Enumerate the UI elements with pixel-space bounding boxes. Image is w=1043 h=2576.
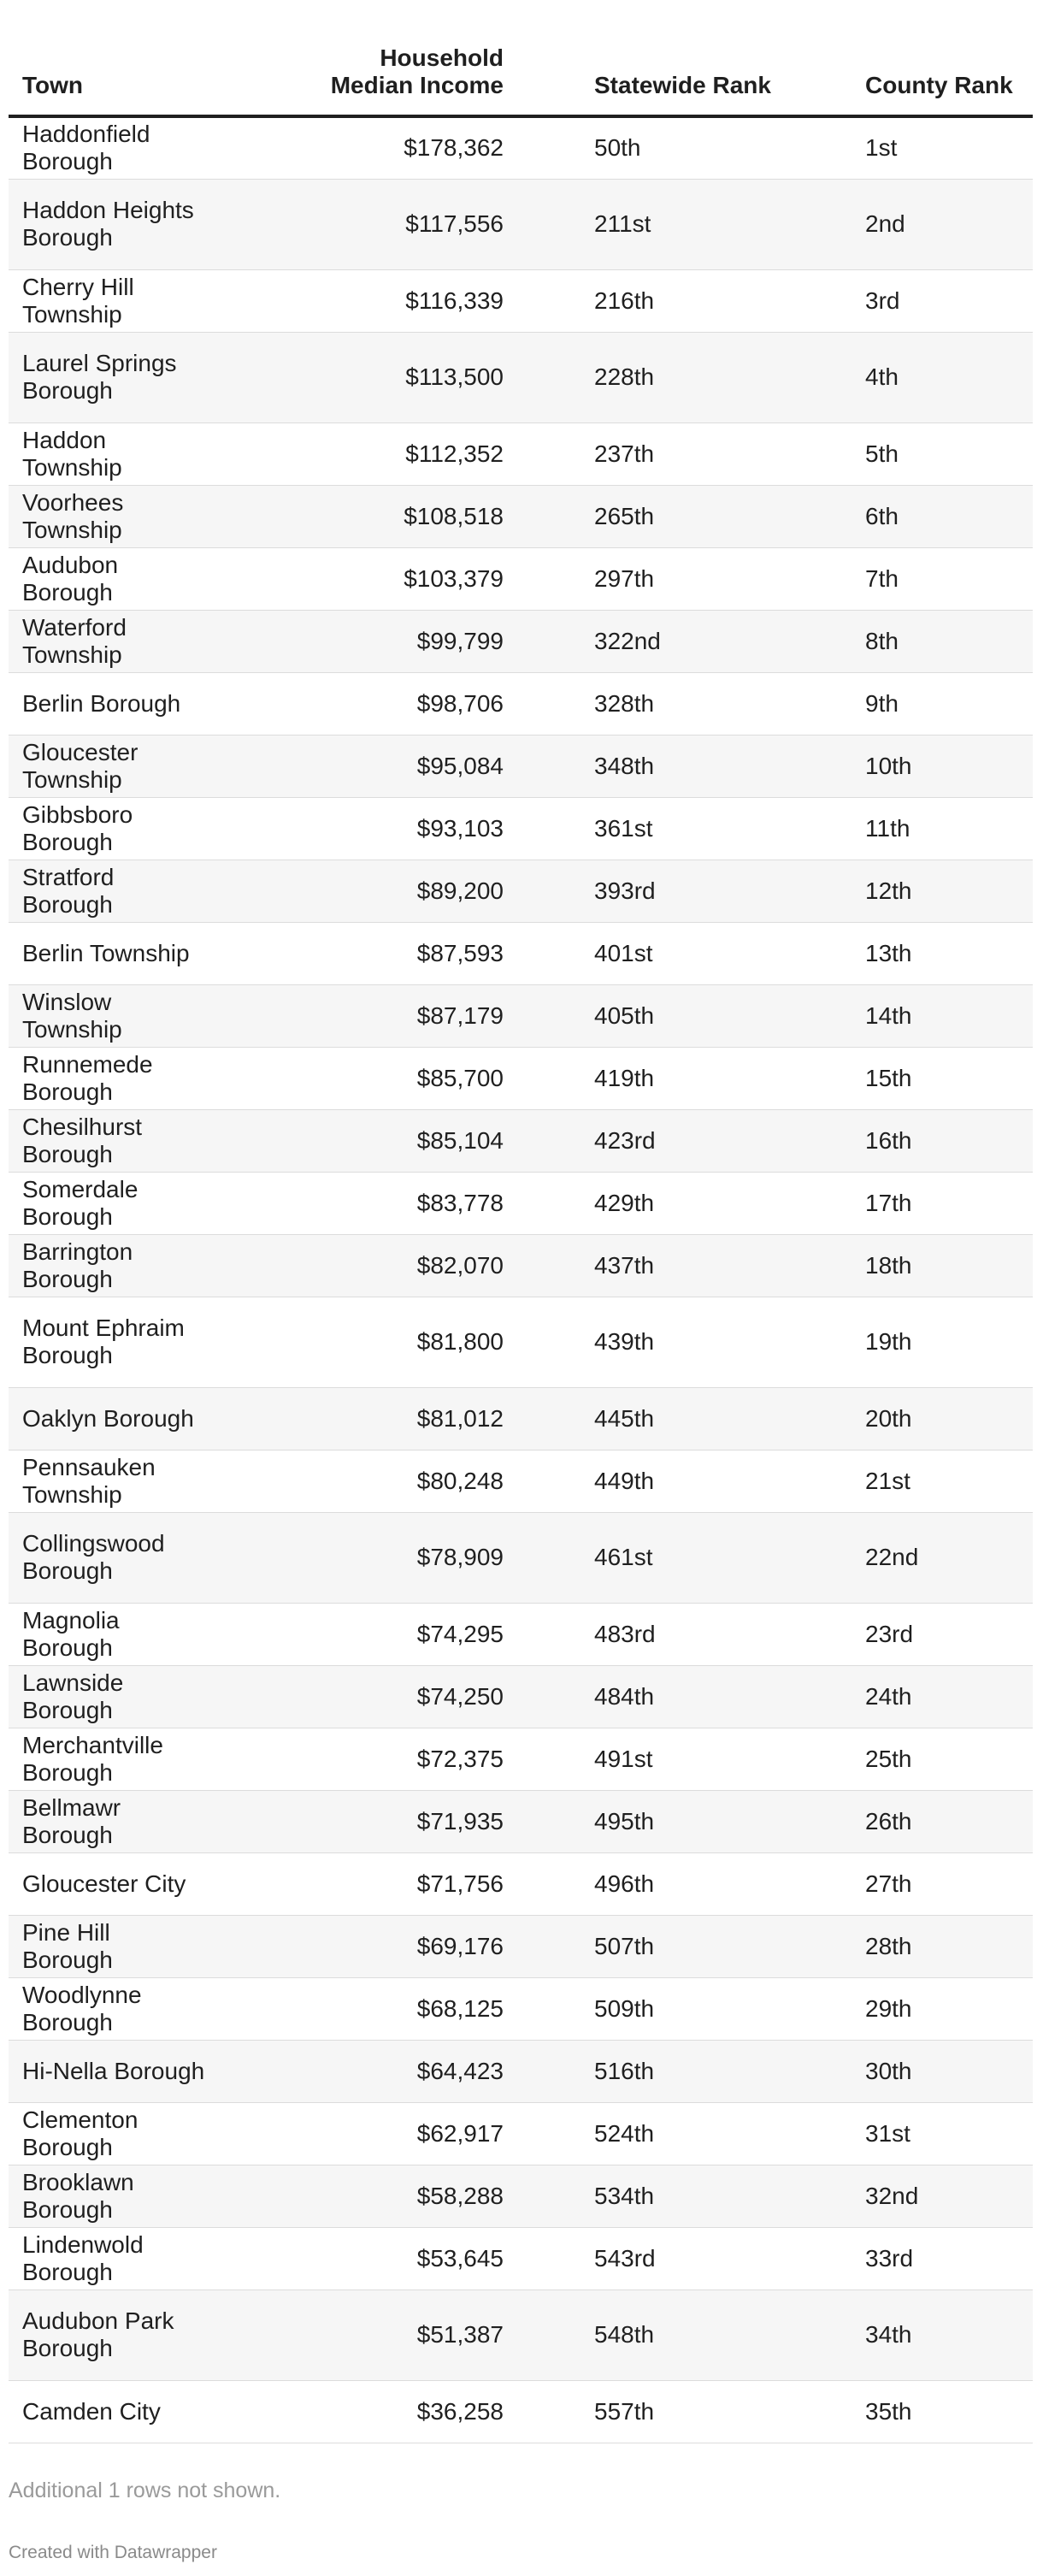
cell-county-rank: 22nd [812, 1512, 1033, 1603]
cell-statewide-rank: 429th [551, 1172, 812, 1234]
table-row [9, 1387, 1033, 1450]
cell-county-rank: 30th [812, 2040, 1033, 2102]
cell-town: Pennsauken Township [9, 1450, 256, 1512]
cell-statewide-rank: 543rd [551, 2227, 812, 2289]
cell-county-rank: 26th [812, 1790, 1033, 1852]
cell-statewide-rank: 50th [551, 116, 812, 179]
cell-county-rank: 3rd [812, 269, 1033, 332]
cell-town: Chesilhurst Borough [9, 1109, 256, 1172]
cell-statewide-rank: 461st [551, 1512, 812, 1603]
cell-statewide-rank: 328th [551, 672, 812, 735]
cell-income: $112,352 [256, 422, 551, 485]
cell-income: $116,339 [256, 269, 551, 332]
cell-statewide-rank: 509th [551, 1977, 812, 2040]
header-income[interactable]: Household Median Income [256, 0, 551, 116]
table-row [9, 547, 1033, 610]
cell-statewide-rank: 507th [551, 1915, 812, 1977]
cell-county-rank: 2nd [812, 179, 1033, 269]
cell-statewide-rank: 484th [551, 1665, 812, 1728]
table-row [9, 1603, 1033, 1665]
cell-income: $85,104 [256, 1109, 551, 1172]
cell-income: $78,909 [256, 1512, 551, 1603]
table-container [9, 0, 1033, 2443]
cell-county-rank: 9th [812, 672, 1033, 735]
cell-income: $103,379 [256, 547, 551, 610]
cell-income: $87,179 [256, 984, 551, 1047]
cell-county-rank: 28th [812, 1915, 1033, 1977]
cell-county-rank: 32nd [812, 2165, 1033, 2227]
cell-income: $62,917 [256, 2102, 551, 2165]
cell-income: $58,288 [256, 2165, 551, 2227]
cell-county-rank: 21st [812, 1450, 1033, 1512]
cell-town: Woodlynne Borough [9, 1977, 256, 2040]
cell-town: Hi-Nella Borough [9, 2040, 256, 2102]
cell-county-rank: 7th [812, 547, 1033, 610]
table-row [9, 179, 1033, 269]
cell-statewide-rank: 419th [551, 1047, 812, 1109]
cell-income: $113,500 [256, 332, 551, 422]
cell-income: $74,295 [256, 1603, 551, 1665]
cell-county-rank: 5th [812, 422, 1033, 485]
cell-statewide-rank: 548th [551, 2289, 812, 2380]
cell-income: $83,778 [256, 1172, 551, 1234]
cell-statewide-rank: 491st [551, 1728, 812, 1790]
cell-county-rank: 15th [812, 1047, 1033, 1109]
cell-statewide-rank: 237th [551, 422, 812, 485]
cell-income: $69,176 [256, 1915, 551, 1977]
table-row [9, 922, 1033, 984]
cell-town: Stratford Borough [9, 860, 256, 922]
cell-statewide-rank: 483rd [551, 1603, 812, 1665]
cell-income: $95,084 [256, 735, 551, 797]
cell-income: $71,756 [256, 1852, 551, 1915]
cell-county-rank: 11th [812, 797, 1033, 860]
cell-county-rank: 13th [812, 922, 1033, 984]
cell-town: Merchantville Borough [9, 1728, 256, 1790]
header-town[interactable]: Town [9, 0, 256, 116]
cell-town: Voorhees Township [9, 485, 256, 547]
cell-income: $178,362 [256, 116, 551, 179]
cell-town: Lawnside Borough [9, 1665, 256, 1728]
cell-statewide-rank: 228th [551, 332, 812, 422]
cell-income: $68,125 [256, 1977, 551, 2040]
cell-statewide-rank: 496th [551, 1852, 812, 1915]
cell-income: $93,103 [256, 797, 551, 860]
cell-income: $53,645 [256, 2227, 551, 2289]
table-row [9, 1790, 1033, 1852]
cell-town: Audubon Borough [9, 547, 256, 610]
income-table [9, 0, 1033, 2443]
cell-statewide-rank: 439th [551, 1297, 812, 1387]
table-row [9, 2289, 1033, 2380]
cell-statewide-rank: 534th [551, 2165, 812, 2227]
cell-statewide-rank: 297th [551, 547, 812, 610]
cell-income: $82,070 [256, 1234, 551, 1297]
cell-county-rank: 31st [812, 2102, 1033, 2165]
header-statewide-rank[interactable]: Statewide Rank [551, 0, 812, 116]
cell-town: Haddon Township [9, 422, 256, 485]
cell-county-rank: 10th [812, 735, 1033, 797]
table-row [9, 1047, 1033, 1109]
cell-town: Camden City [9, 2380, 256, 2443]
cell-town: Audubon Park Borough [9, 2289, 256, 2380]
cell-town: Haddonfield Borough [9, 116, 256, 179]
cell-income: $81,800 [256, 1297, 551, 1387]
table-notes: Additional 1 rows not shown. [9, 2479, 281, 2502]
cell-income: $98,706 [256, 672, 551, 735]
table-row [9, 1234, 1033, 1297]
table-row [9, 984, 1033, 1047]
cell-town: Berlin Township [9, 922, 256, 984]
table-row [9, 1977, 1033, 2040]
table-row [9, 1450, 1033, 1512]
cell-income: $51,387 [256, 2289, 551, 2380]
table-row [9, 332, 1033, 422]
cell-county-rank: 29th [812, 1977, 1033, 2040]
cell-income: $117,556 [256, 179, 551, 269]
cell-county-rank: 34th [812, 2289, 1033, 2380]
cell-town: Magnolia Borough [9, 1603, 256, 1665]
cell-income: $74,250 [256, 1665, 551, 1728]
cell-county-rank: 16th [812, 1109, 1033, 1172]
cell-town: Berlin Borough [9, 672, 256, 735]
cell-county-rank: 17th [812, 1172, 1033, 1234]
cell-town: Oaklyn Borough [9, 1387, 256, 1450]
cell-statewide-rank: 495th [551, 1790, 812, 1852]
table-row [9, 269, 1033, 332]
cell-county-rank: 25th [812, 1728, 1033, 1790]
cell-statewide-rank: 405th [551, 984, 812, 1047]
table-row [9, 1915, 1033, 1977]
cell-income: $36,258 [256, 2380, 551, 2443]
cell-statewide-rank: 445th [551, 1387, 812, 1450]
credit-link[interactable]: Created with Datawrapper [9, 2543, 217, 2562]
cell-town: Winslow Township [9, 984, 256, 1047]
table-row [9, 610, 1033, 672]
cell-statewide-rank: 401st [551, 922, 812, 984]
cell-statewide-rank: 265th [551, 485, 812, 547]
cell-town: Lindenwold Borough [9, 2227, 256, 2289]
table-row [9, 2040, 1033, 2102]
cell-statewide-rank: 322nd [551, 610, 812, 672]
cell-income: $81,012 [256, 1387, 551, 1450]
cell-income: $80,248 [256, 1450, 551, 1512]
cell-income: $85,700 [256, 1047, 551, 1109]
cell-town: Cherry Hill Township [9, 269, 256, 332]
cell-income: $89,200 [256, 860, 551, 922]
cell-statewide-rank: 423rd [551, 1109, 812, 1172]
cell-town: Collingswood Borough [9, 1512, 256, 1603]
cell-town: Haddon Heights Borough [9, 179, 256, 269]
table-row [9, 116, 1033, 179]
cell-statewide-rank: 216th [551, 269, 812, 332]
cell-statewide-rank: 393rd [551, 860, 812, 922]
cell-statewide-rank: 557th [551, 2380, 812, 2443]
table-row [9, 1665, 1033, 1728]
cell-statewide-rank: 524th [551, 2102, 812, 2165]
table-row [9, 1512, 1033, 1603]
cell-town: Brooklawn Borough [9, 2165, 256, 2227]
cell-town: Pine Hill Borough [9, 1915, 256, 1977]
cell-county-rank: 18th [812, 1234, 1033, 1297]
cell-county-rank: 20th [812, 1387, 1033, 1450]
cell-town: Mount Ephraim Borough [9, 1297, 256, 1387]
cell-town: Clementon Borough [9, 2102, 256, 2165]
table-row [9, 2165, 1033, 2227]
table-row [9, 1852, 1033, 1915]
cell-county-rank: 1st [812, 116, 1033, 179]
cell-town: Gloucester Township [9, 735, 256, 797]
cell-town: Somerdale Borough [9, 1172, 256, 1234]
table-body [9, 116, 1033, 2443]
header-row [9, 0, 1033, 116]
cell-county-rank: 27th [812, 1852, 1033, 1915]
cell-county-rank: 8th [812, 610, 1033, 672]
table-row [9, 735, 1033, 797]
cell-statewide-rank: 361st [551, 797, 812, 860]
cell-income: $64,423 [256, 2040, 551, 2102]
cell-town: Laurel Springs Borough [9, 332, 256, 422]
cell-county-rank: 35th [812, 2380, 1033, 2443]
cell-county-rank: 24th [812, 1665, 1033, 1728]
cell-income: $108,518 [256, 485, 551, 547]
cell-statewide-rank: 211st [551, 179, 812, 269]
cell-county-rank: 14th [812, 984, 1033, 1047]
cell-statewide-rank: 516th [551, 2040, 812, 2102]
table-row [9, 422, 1033, 485]
cell-town: Runnemede Borough [9, 1047, 256, 1109]
cell-county-rank: 23rd [812, 1603, 1033, 1665]
cell-income: $87,593 [256, 922, 551, 984]
cell-statewide-rank: 449th [551, 1450, 812, 1512]
cell-income: $71,935 [256, 1790, 551, 1852]
table-row [9, 672, 1033, 735]
cell-statewide-rank: 437th [551, 1234, 812, 1297]
header-county-rank[interactable]: County Rank [812, 0, 1033, 116]
cell-town: Bellmawr Borough [9, 1790, 256, 1852]
table-row [9, 485, 1033, 547]
cell-income: $99,799 [256, 610, 551, 672]
table-row [9, 1109, 1033, 1172]
table-row [9, 1172, 1033, 1234]
cell-county-rank: 19th [812, 1297, 1033, 1387]
table-row [9, 1297, 1033, 1387]
cell-county-rank: 4th [812, 332, 1033, 422]
cell-county-rank: 33rd [812, 2227, 1033, 2289]
table-row [9, 1728, 1033, 1790]
cell-town: Gloucester City [9, 1852, 256, 1915]
table-row [9, 2380, 1033, 2443]
table-row [9, 797, 1033, 860]
cell-county-rank: 12th [812, 860, 1033, 922]
table-row [9, 2227, 1033, 2289]
cell-income: $72,375 [256, 1728, 551, 1790]
cell-town: Barrington Borough [9, 1234, 256, 1297]
table-row [9, 860, 1033, 922]
cell-county-rank: 6th [812, 485, 1033, 547]
cell-town: Waterford Township [9, 610, 256, 672]
cell-town: Gibbsboro Borough [9, 797, 256, 860]
cell-statewide-rank: 348th [551, 735, 812, 797]
table-row [9, 2102, 1033, 2165]
